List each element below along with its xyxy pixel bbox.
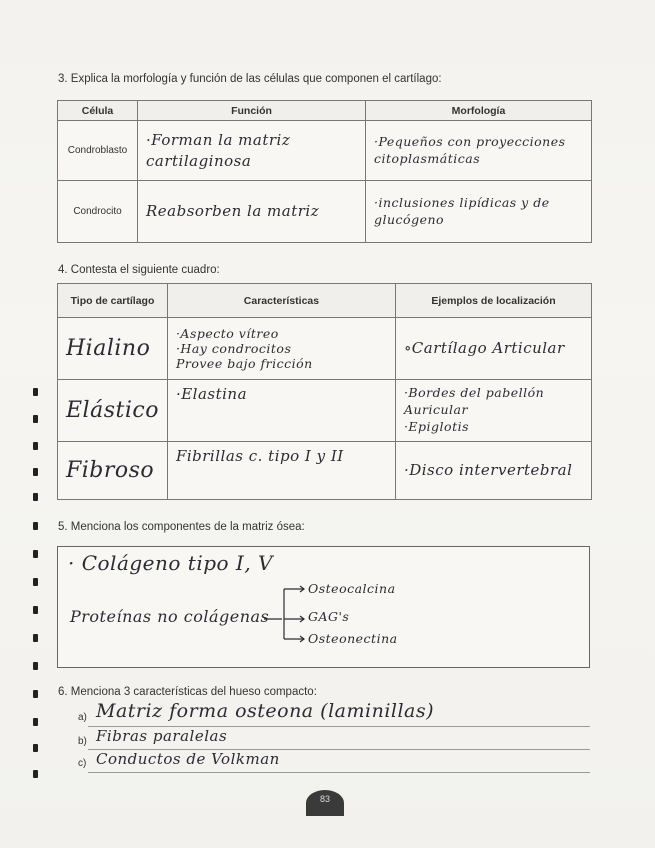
q5-branch: Osteocalcina: [308, 581, 396, 596]
q6-answer-line: [88, 772, 590, 773]
binder-mark: [33, 550, 38, 558]
q3-header-morfologia: Morfología: [366, 101, 592, 121]
q3-header-funcion: Función: [138, 101, 366, 121]
q3-morfologia-answer: ·Pequeños con proyecciones citoplasmáticas: [374, 133, 566, 166]
q3-header-celula: Célula: [58, 101, 138, 121]
q5-line1: · Colágeno tipo I, V: [68, 551, 273, 575]
q4-header-caracteristicas: Características: [167, 284, 395, 318]
q3-funcion-answer: Reabsorben la matriz: [146, 202, 320, 221]
binder-mark: [33, 578, 38, 586]
q5-answer-box: [57, 546, 590, 668]
q6-letter: c): [78, 758, 87, 769]
q3-cell-name: Condroblasto: [58, 121, 138, 181]
binder-mark: [33, 442, 38, 450]
binder-mark: [33, 468, 38, 476]
q5-label: Proteínas no colágenas: [70, 607, 270, 626]
binder-mark: [33, 690, 38, 698]
binder-mark: [33, 634, 38, 642]
q5-branch: Osteonectina: [308, 631, 398, 646]
q6-letter: a): [78, 712, 87, 723]
binder-mark: [33, 606, 38, 614]
q3-morfologia-answer: ·inclusiones lipídicas y de glucógeno: [374, 194, 550, 227]
q3-table: [57, 100, 592, 243]
binder-mark: [33, 744, 38, 752]
q4-tipo-answer: Elástico: [66, 397, 159, 423]
q4-table: [57, 283, 592, 500]
q4-tipo-answer: Fibroso: [66, 457, 155, 483]
q5-title: 5. Menciona los componentes de la matriz ósea:: [58, 521, 305, 533]
binder-mark: [33, 415, 38, 423]
binder-mark: [33, 493, 38, 501]
q4-caracteristica: ·Elastina: [175, 385, 248, 403]
q4-header-tipo: Tipo de cartílago: [58, 284, 168, 318]
q4-caracteristica: Fibrillas c. tipo I y II: [175, 447, 344, 465]
q3-title: 3. Explica la morfología y función de las células que componen el cartílago:: [58, 73, 442, 85]
q6-answer: Conductos de Volkman: [96, 750, 280, 768]
q6-answer: Matriz forma osteona (laminillas): [96, 700, 435, 722]
binder-mark: [33, 388, 38, 396]
page-number: 83: [306, 790, 344, 816]
q4-tipo-answer: Hialino: [66, 335, 151, 361]
q6-letter: b): [78, 736, 87, 747]
q4-title: 4. Contesta el siguiente cuadro:: [58, 264, 220, 276]
q4-caracteristica: ·Aspecto vítreo: [175, 326, 279, 341]
q4-ejemplo: ·Epiglotis: [403, 418, 470, 434]
binder-mark: [33, 662, 38, 670]
q3-cell-name: Condrocito: [58, 181, 138, 243]
q4-header-ejemplos: Ejemplos de localización: [395, 284, 591, 318]
q6-answer: Fibras paralelas: [96, 727, 228, 745]
q4-ejemplo: ·Bordes del pabellón Auricular: [403, 385, 545, 418]
binder-mark: [33, 522, 38, 530]
q3-funcion-answer: ·Forman la matriz cartilaginosa: [146, 131, 291, 170]
q4-ejemplo: ∘Cartílago Articular: [403, 339, 565, 358]
q5-bracket-arrows: [254, 571, 314, 651]
q4-ejemplo: ·Disco intervertebral: [403, 461, 573, 480]
q6-title: 6. Menciona 3 características del hueso compacto:: [58, 686, 317, 698]
q5-branch: GAG's: [308, 609, 350, 624]
q4-caracteristica: Provee bajo fricción: [175, 356, 313, 371]
binder-mark: [33, 770, 38, 778]
binder-mark: [33, 718, 38, 726]
q4-caracteristica: ·Hay condrocitos: [175, 341, 292, 356]
